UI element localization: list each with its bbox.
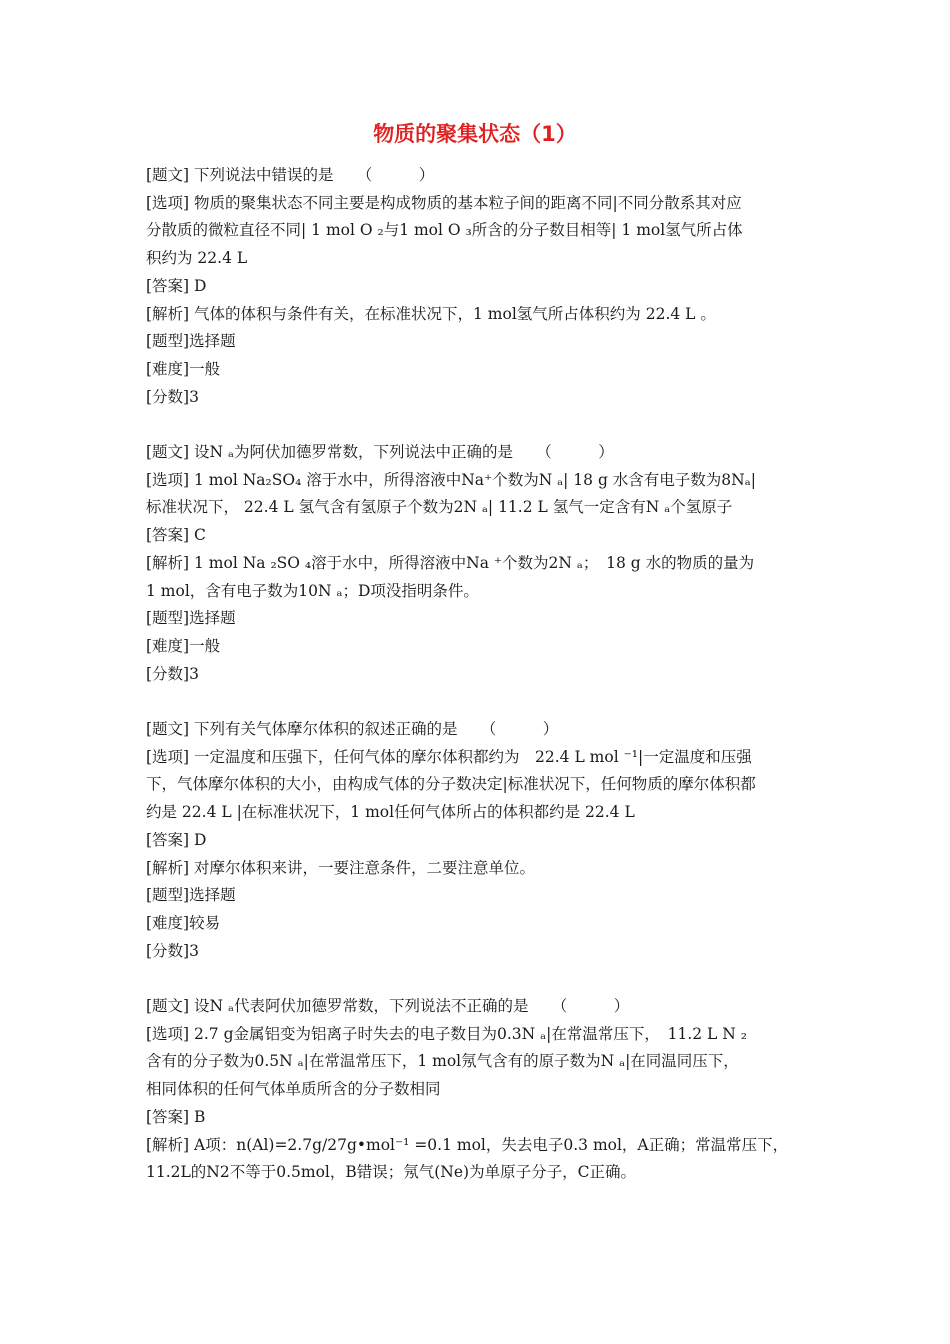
question-line: [题文] 设N ₐ为阿伏加德罗常数，下列说法中正确的是 （ ） — [146, 443, 614, 462]
question-block-3 — [146, 716, 816, 965]
question-line: [题文] 下列说法中错误的是 （ ） — [146, 166, 435, 184]
question-line: 含有的分子数为0.5N ₐ|在常温常压下，1 mol氖气含有的原子数为N ₐ|在同温同压下， — [146, 1052, 739, 1071]
question-line: [题文] 下列有关气体摩尔体积的叙述正确的是 （ ） — [146, 720, 559, 739]
question-line: 分散质的微粒直径不同| 1 mol O ₂与1 mol O ₃所含的分子数目相等| 1 mol氢气所占体 — [146, 221, 743, 240]
document-title: 物质的聚集状态（1） — [373, 122, 577, 146]
analysis-line: [解析] 1 mol Na ₂SO ₄溶于水中，所得溶液中Na ⁺个数为2N ₐ； 18 g 水的物质的量为 — [146, 553, 755, 572]
score-line: [分数]3 — [146, 664, 199, 683]
analysis-line: 11.2L的N2不等于0.5mol，B错误；氖气(Ne)为单原子分子，C正确。 — [146, 1163, 636, 1182]
question-line: [选项] 1 mol Na₂SO₄ 溶于水中，所得溶液中Na⁺个数为N ₐ| 18 g 水含有电子数为8Nₐ| — [146, 470, 756, 489]
answer-line: [答案] D — [146, 830, 207, 849]
question-line: [选项] 2.7 g金属铝变为铝离子时失去的电子数目为0.3N ₐ|在常温常压下， 11.2 L N ₂ — [146, 1024, 747, 1043]
type-line: [题型]选择题 — [146, 886, 236, 905]
question-line: [选项] 物质的聚集状态不同主要是构成物质的基本粒子间的距离不同|不同分散系其对应 — [146, 193, 742, 212]
difficulty-line: [难度]一般 — [146, 636, 221, 655]
analysis-line: [解析] 气体的体积与条件有关，在标准状况下，1 mol氢气所占体积约为 22.4 L 。 — [146, 304, 716, 323]
question-block-1 — [146, 162, 816, 411]
difficulty-line: [难度]一般 — [146, 359, 221, 378]
question-line: 相同体积的任何气体单质所含的分子数相同 — [146, 1080, 441, 1099]
answer-line: [答案] D — [146, 276, 207, 295]
question-line: 下，气体摩尔体积的大小，由构成气体的分子数决定|标准状况下，任何物质的摩尔体积都 — [146, 775, 756, 794]
answer-line: [答案] C — [146, 526, 206, 545]
score-line: [分数]3 — [146, 387, 199, 406]
type-line: [题型]选择题 — [146, 332, 236, 351]
question-list — [146, 162, 816, 1187]
difficulty-line: [难度]较易 — [146, 913, 221, 932]
question-line: [题文] 设N ₐ代表阿伏加德罗常数，下列说法不正确的是 （ ） — [146, 997, 630, 1016]
score-line: [分数]3 — [146, 941, 199, 960]
analysis-line: 1 mol，含有电子数为10N ₐ；D项没指明条件。 — [146, 581, 479, 600]
type-line: [题型]选择题 — [146, 609, 236, 628]
question-line: 标准状况下， 22.4 L 氢气含有氢原子个数为2N ₐ| 11.2 L 氢气一定含有N ₐ个氢原子 — [146, 498, 733, 517]
answer-line: [答案] B — [146, 1107, 206, 1126]
question-line: [选项] 一定温度和压强下，任何气体的摩尔体积都约为 22.4 L mol ⁻¹|一定温度和压强 — [146, 747, 752, 766]
analysis-line: [解析] A项：n(Al)=2.7g/27g•mol⁻¹ =0.1 mol，失去电子0.3 mol，A正确；常温常压下， — [146, 1135, 789, 1154]
question-block-4 — [146, 993, 816, 1187]
analysis-line: [解析] 对摩尔体积来讲，一要注意条件，二要注意单位。 — [146, 858, 536, 877]
question-line: 积约为 22.4 L — [146, 249, 248, 268]
question-block-2 — [146, 439, 816, 688]
question-line: 约是 22.4 L |在标准状况下，1 mol任何气体所占的体积都约是 22.4 L — [146, 803, 635, 822]
